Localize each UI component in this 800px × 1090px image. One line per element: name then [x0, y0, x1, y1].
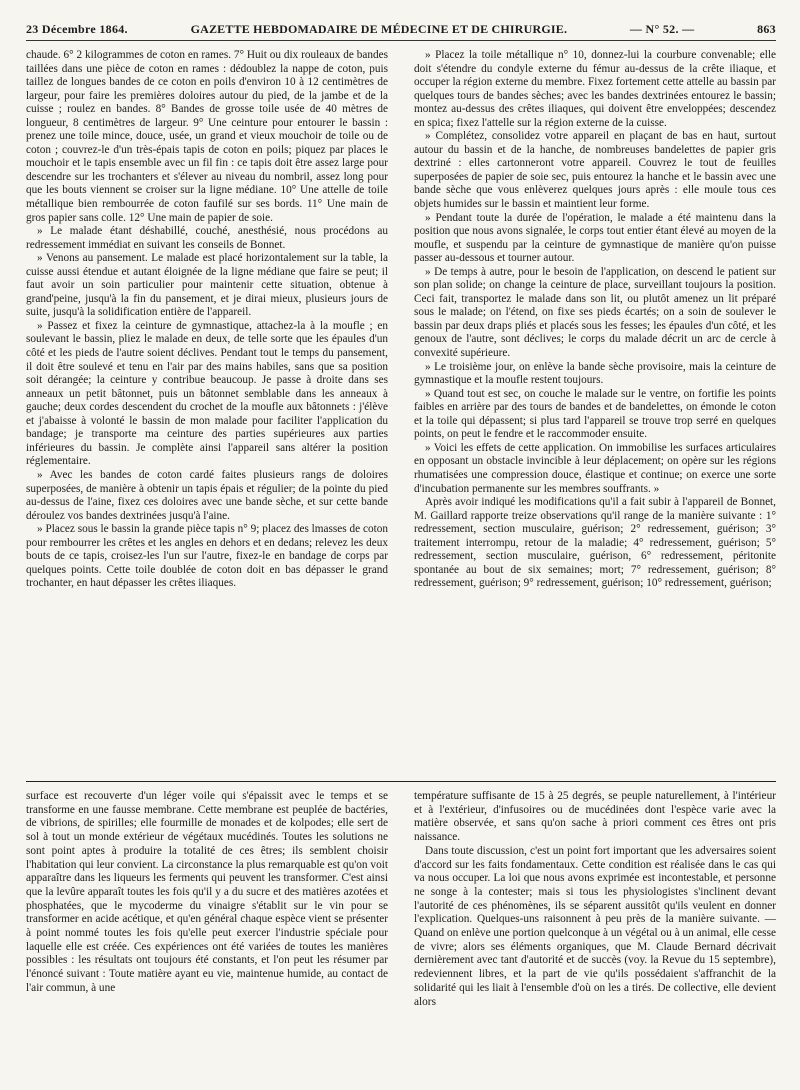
header-page-number: 863: [757, 22, 776, 36]
section-divider: [26, 781, 776, 782]
paragraph: » Complétez, consolidez votre appareil en plaçant de bas en haut, surtout autour du bassin et de la hanche, de nombreuses bandelettes de papier gris dextriné : elles cartonneront votre appareil. Couvrez le tout de feuilles superposées de papier de soie sec, puis entourez la hanche et le bassin avec une bande sèche que vous enlèverez quelques jours après : elle moule tous ces objets humides sur le bassin et maintient leur forme.: [414, 130, 776, 211]
paragraph: chaude. 6° 2 kilogrammes de coton en rames. 7° Huit ou dix rouleaux de bandes taillées dans une pièce de coton en rames : dédoublez la nappe de coton, puis taillez de longues bandes de ce coton en poils d'environ 10 à 12 centimètres de largeur, pour faire les premières doloires autour du pied, de la jambe et de la cuisse ; roulez en bandes. 8° Bandes de grosse toile usée de 40 mètres de longueur, 8 centimètres de largeur. 9° Une ceinture pour entourer le bassin : prenez une toile mince, douce, usée, un grand et vieux mouchoir de toile ou de coton ; couvrez-le d'un très-épais tapis de coton en poils; piquez par places le mouchoir et le tapis ensemble avec un fil fin : ce tapis doit être assez large pour descendre sur les trochanters et s'élever au niveau du nombril, assez long pour que les bouts viennent se croiser sur la ligne médiane. 10° Une attelle de toile métallique bien rembourrée de coton faufilé sur ses bords. 11° Une main de gros papier sans colle. 12° Une main de papier de soie.: [26, 49, 388, 224]
paragraph: » Placez la toile métallique n° 10, donnez-lui la courbure convenable; elle doit s'étendre du condyle externe du fémur au-dessus de la crête iliaque, et occuper la région externe du membre. Fixez fortement cette attelle au bassin par quelques tours de bandes sèches; avec les bandes dextrinées entourez le bassin; montez au-dessus des crêtes iliaques, qui doivent être enveloppées; descendez en spica; fixez l'attelle sur la région externe de la cuisse.: [414, 49, 776, 129]
lower-left-column: [26, 790, 388, 1090]
header-journal-title: GAZETTE HEBDOMADAIRE DE MÉDECINE ET DE CHIRURGIE.: [190, 22, 568, 36]
paragraph: » De temps à autre, pour le besoin de l'application, on descend le patient sur son plan solide; on change la ceinture de place, surveillant toujours la position. Ceci fait, transportez le malade dans son lit, ou plutôt amenez un lit préparé sous le malade; on l'étend, on fixe ses pieds écartés; on a soin de soulever le bassin par deux draps pliés et placés sous les fesses; les épaules d'un côté, et les genoux de l'autre, sont déclives; le corps du malade décrit un arc de cercle à convexité supérieure.: [414, 265, 776, 360]
paragraph: » Venons au pansement. Le malade est placé horizontalement sur la table, la cuisse aussi étendue et autant éloignée de la ligne médiane que faire se peut; il faut avoir un soin particulier pour maintenir cette situation, obtenue à grand'peine, jusqu'à la fin du pansement, et je dirai mieux, plusieurs jours de suite, jusqu'à la solidification entière de l'appareil.: [26, 252, 388, 319]
upper-right-column: [414, 49, 776, 775]
paragraph: Dans toute discussion, c'est un point fort important que les adversaires soient d'accord sur les faits fondamentaux. Cette condition est réalisée dans le cas qui va nous occuper. La loi que nous avons exprimée est incontestable, et personne ne songe à la contester; mais si tous les physiologistes s'inclinent devant l'autorité de ces phénomènes, ils se séparent aussitôt qu'ils veulent en donner l'explication. Quelques-uns raisonnent à peu près de la manière suivante. — Quand on enlève une portion quelconque à un végétal ou à un animal, elle cesse de vivre; alors ses éléments organiques, que M. Claude Bernard décrivait dernièrement avec tant d'autorité et de succès (voy. la Revue du 15 septembre), redeviennent libres, et la part de vie qu'ils possédaient s'affranchit de la solidarité qui les liait à l'ensemble d'où on les a tirés. De collective, elle devient alors: [414, 844, 776, 1008]
lower-right-column: [414, 790, 776, 1090]
upper-left-column: [26, 49, 388, 775]
header-date: 23 Décembre 1864.: [26, 22, 128, 36]
paragraph: » Pendant toute la durée de l'opération, le malade a été maintenu dans la position que nous avons signalée, le corps tout entier étant élevé au moyen de la moufle, et suspendu par la ceinture de gymnastique de manière qu'on puisse passer au-dessous et tourner autour.: [414, 211, 776, 265]
paragraph: » Avec les bandes de coton cardé faites plusieurs rangs de doloires superposées, de manière à obtenir un tapis épais et régulier; de la pointe du pied au-dessus de l'aine, fixez ces doloires avec une bande sèche, et sur cette bande déroulez vos bandes dextrinées jusqu'à l'aine.: [26, 468, 388, 522]
header-issue: — N° 52. —: [629, 22, 695, 36]
paragraph: » Passez et fixez la ceinture de gymnastique, attachez-la à la moufle ; en soulevant le bassin, pliez le malade en deux, de telle sorte que les épaules d'un côté et les pieds de l'autre soient déclives. Pendant tout le temps du pansement, il doit être soulevé et tenu en l'air par des mains habiles, sans que sa position soit dérangée; la ceinture y contribue beaucoup. Je passe à droite dans ses anneaux un petit bâtonnet, puis un bâtonnet semblable dans les anneaux à gauche; deux cordes descendent du crochet de la moufle aux bâtonnets : j'élève et j'abaisse à volonté le bassin de mon malade pour faciliter l'application du bandage; je transporte ma ceinture des parties supérieures aux parties inférieures du bassin. Je complète ainsi l'appareil sans altérer la position réglementaire.: [26, 319, 388, 468]
paragraph: » Quand tout est sec, on couche le malade sur le ventre, on fortifie les points faibles en arrière par des tours de bandes et de bandelettes, on émonde le coton et la toile qui dépassent; si plus tard l'appareil se trouve trop serré en quelques points, on peut le fendre et le raccommoder ensuite.: [414, 387, 776, 441]
paragraph: » Placez sous le bassin la grande pièce tapis n° 9; placez des lmasses de coton pour rembourrer les crêtes et les angles en dehors et en dedans; relevez les deux bouts de ce tapis, croisez-les l'un sur l'autre, fixez-le en bandage de corps par quelques points. Cette toile doublée de coton doit en bas dépasser le grand trochanter, en haut dépasser les crêtes iliaques.: [26, 523, 388, 590]
newspaper-page: [26, 22, 776, 1072]
paragraph: » Le troisième jour, on enlève la bande sèche provisoire, mais la ceinture de gymnastique et la moufle restent toujours.: [414, 360, 776, 387]
lower-section: [26, 790, 776, 1090]
paragraph: » Voici les effets de cette application. On immobilise les surfaces articulaires en opposant un obstacle invincible à leur déplacement; on opère sur les régions rhumatisées une compression douce, élastique et continue; on exerce une sorte d'incubation permanente sur les membres souffrants. »: [414, 441, 776, 495]
paragraph: température suffisante de 15 à 25 degrés, se peuple naturellement, à l'intérieur et à l'extérieur, d'infusoires ou de mucédinées dont l'espèce varie avec la matière observée, et sans qu'on sache à priori comment ces êtres ont pris naissance.: [414, 790, 776, 844]
paragraph: » Le malade étant déshabillé, couché, anesthésié, nous procédons au redressement immédiat en suivant les conseils de Bonnet.: [26, 225, 388, 251]
upper-section: [26, 49, 776, 775]
running-header: [26, 22, 776, 41]
paragraph: surface est recouverte d'un léger voile qui s'épaissit avec le temps et se transforme en une fausse membrane. Cette membrane est peuplée de bactéries, de vibrions, de spirilles; elle fourmille de monades et de kolpodes; elle sert de sol à tout un monde extérieur de végétaux mucédinés. Toutes les solutions ne sont point aptes à produire la totalité de ces êtres; ils semblent choisir l'habitation qui leur convient. La circonstance la plus remarquable est qu'on voit apparaître dans les liqueurs les ferments qui peuvent les transformer. C'est ainsi que la levûre apparaît toutes les fois qu'il y a du sucre et des matières azotées et phosphatées, que le mycoderme du vinaigre s'établit sur le vin pour se transformer en acide acétique, et qu'en général chaque espèce vient se présenter à point nommé toutes les fois qu'elle peut exercer l'industrie spéciale pour laquelle elle est créée. Ces expériences ont été variées de toutes les manières possibles : les résultats ont toujours été constants, et l'on peut les résumer par l'énoncé suivant : Toute matière ayant eu vie, maintenue humide, au contact de l'air commun, à une: [26, 790, 388, 994]
paragraph: Après avoir indiqué les modifications qu'il a fait subir à l'appareil de Bonnet, M. Gaillard rapporte treize observations qu'il range de la manière suivante : 1° redressement, section musculaire, guérison; 2° redressement, guérison; 3° traitement interrompu, retour de la maladie; 4° redressement, guérison; 5° redressement, section musculaire, guérison, 6° redressement, péritonite spontanée au bout de six semaines; mort; 7° redressement, guérison; 8° redressement, guérison; 9° redressement, guérison; 10° redressement, guérison;: [414, 496, 776, 590]
